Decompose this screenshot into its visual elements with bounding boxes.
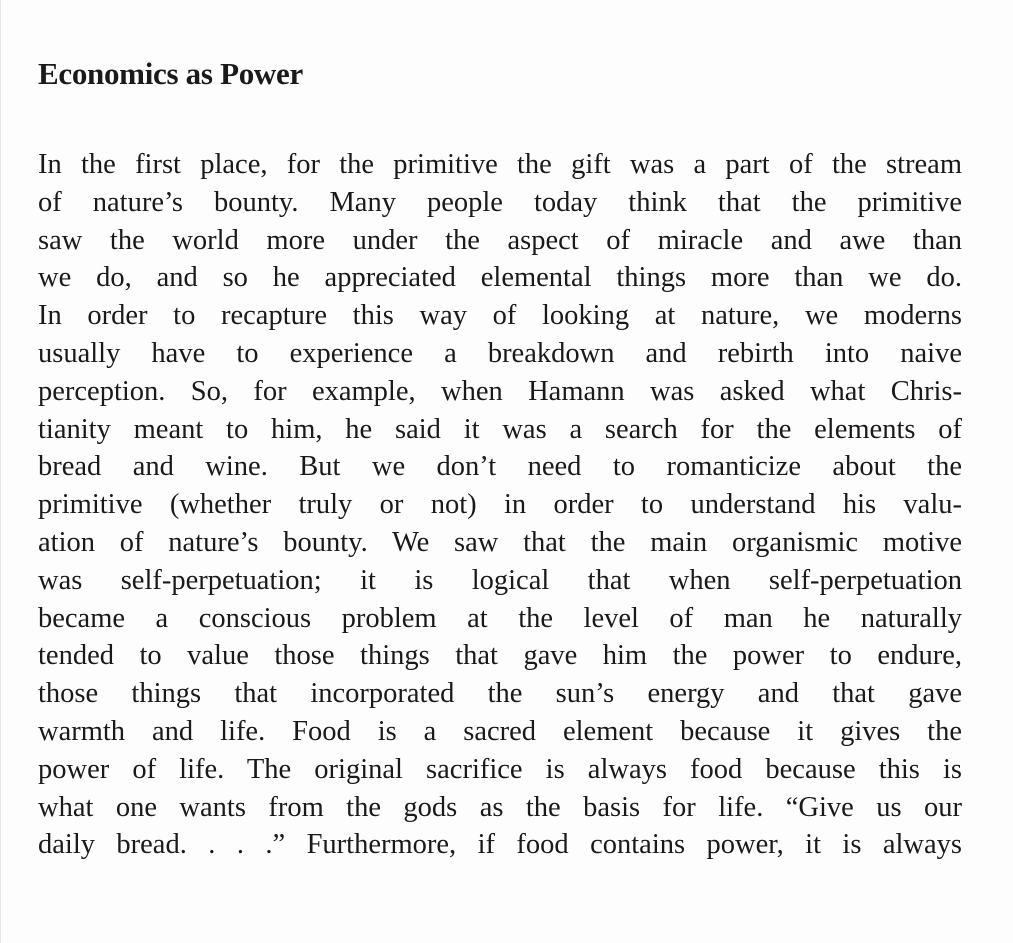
text-line: what one wants from the gods as the basis for life. “Give us our <box>38 791 962 823</box>
text-line: perception. So, for example, when Hamann was asked what Chris- <box>38 375 962 407</box>
text-line: of nature’s bounty. Many people today think that the primitive <box>38 186 962 218</box>
text-line: power of life. The original sacrifice is always food because this is <box>38 753 962 785</box>
text-line: usually have to experience a breakdown and rebirth into naive <box>38 337 962 369</box>
text-line: tended to value those things that gave him the power to endure, <box>38 640 962 672</box>
text-line: was self-perpetuation; it is logical that when self-perpetuation <box>38 564 962 596</box>
text-line: primitive (whether truly or not) in order to understand his valu- <box>38 489 962 521</box>
text-line: we do, and so he appreciated elemental things more than we do. <box>38 262 962 294</box>
text-line: bread and wine. But we don’t need to romanticize about the <box>38 451 962 483</box>
text-line: ation of nature’s bounty. We saw that the main organismic motive <box>38 526 962 558</box>
text-line: In order to recapture this way of looking at nature, we moderns <box>38 300 962 332</box>
text-line: daily bread. . . .” Furthermore, if food contains power, it is always <box>38 829 962 861</box>
body-paragraph <box>38 146 962 864</box>
text-line: those things that incorporated the sun’s energy and that gave <box>38 678 962 710</box>
text-line: became a conscious problem at the level of man he naturally <box>38 602 962 634</box>
section-heading: Economics as Power <box>38 56 303 91</box>
text-line: warmth and life. Food is a sacred element because it gives the <box>38 715 962 747</box>
text-line: saw the world more under the aspect of miracle and awe than <box>38 224 962 256</box>
text-line: tianity meant to him, he said it was a search for the elements of <box>38 413 962 445</box>
text-line: In the first place, for the primitive the gift was a part of the stream <box>38 149 962 180</box>
